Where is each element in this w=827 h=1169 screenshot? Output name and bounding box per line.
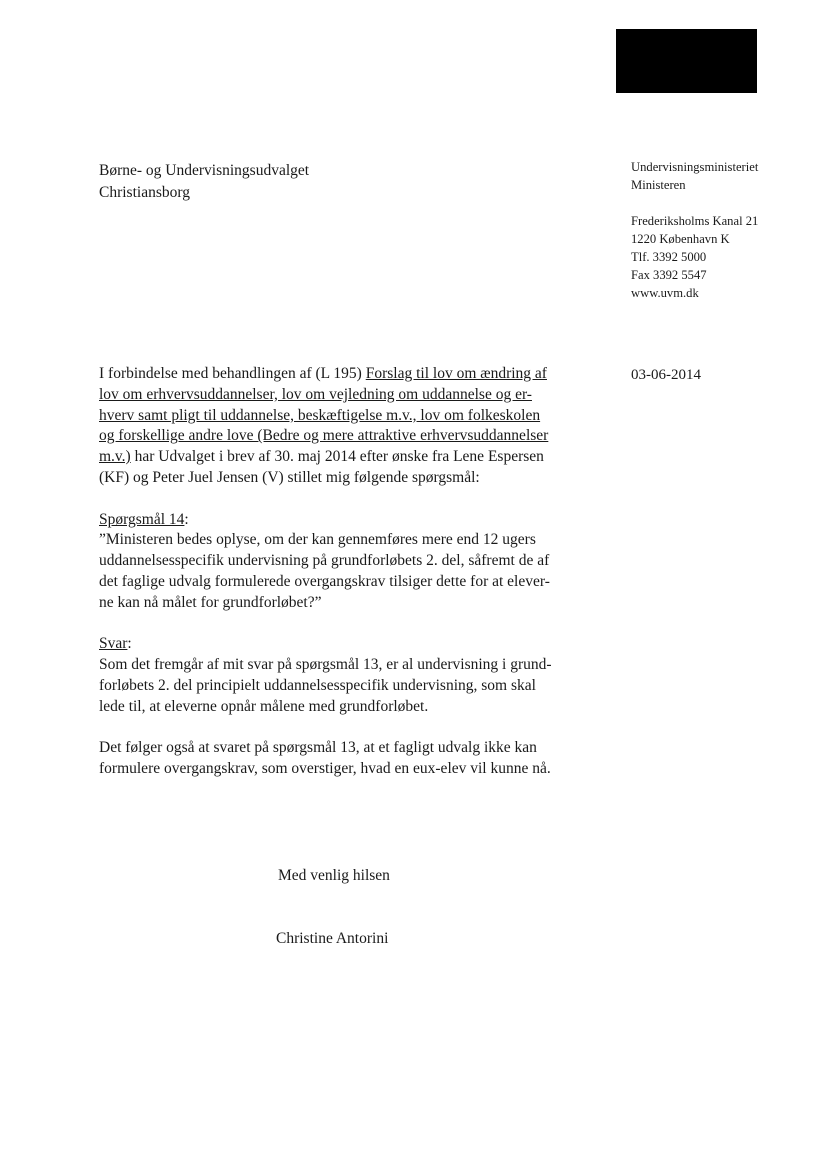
sender-address (631, 158, 758, 302)
intro-paragraph: I forbindelse med behandlingen af (L 195) Forslag til lov om ændring af lov om erhvervsuddannelser, lov om vejledning om uddannelse og er- hverv samt pligt til uddannelse, beskæftigelse m.v., lov om folkeskolen og forskellige andre love (Bedre og mere attraktive erhvervsuddannelser m.v.) har Udvalget i brev af 30. maj 2014 efter ønske fra Lene Espersen (KF) og Peter Juel Jensen (V) stillet mig følgende spørgsmål: (99, 365, 549, 486)
sender-org: Undervisningsministeriet (631, 160, 759, 174)
sender-title: Ministeren (631, 178, 686, 192)
signature-name: Christine Antorini (276, 930, 389, 947)
letter-body (99, 364, 574, 780)
recipient-name: Børne- og Undervisningsudvalget (99, 162, 310, 179)
closing-greeting: Med venlig hilsen (278, 867, 390, 884)
question-section: Spørgsmål 14: ”Ministeren bedes oplyse, om der kan gennemføres mere end 12 ugers uddannelsesspecifik undervisning på grundforløbets 2. del, såfremt de af det faglige udvalg formulerede overgangskrav tilsiger dette for at elever- ne kan nå målet for grundforløbet?” (99, 510, 550, 611)
redacted-logo-block (616, 29, 757, 93)
sender-street: Frederiksholms Kanal 21 (631, 214, 759, 228)
answer-heading: Svar (99, 635, 128, 653)
letter-date: 03-06-2014 (631, 367, 701, 383)
sender-phone: Tlf. 3392 5000 (631, 250, 707, 264)
sender-web: www.uvm.dk (631, 286, 699, 300)
recipient-address (99, 160, 309, 204)
answer-section: Svar: Som det fremgår af mit svar på spørgsmål 13, er al undervisning i grund- forløbets 2. del principielt uddannelsesspecifik undervisning, som skal lede til, at eleverne opnår målene med grundforløbet. Det følger også at svaret på spørgsmål 13, at et fagligt udvalg ikke kan formulere overgangskrav, som overstiger, hvad en eux-elev vil kunne nå. (99, 635, 552, 778)
bill-title-link: Forslag til lov om ændring af (365, 365, 547, 382)
sender-city: 1220 København K (631, 232, 730, 246)
recipient-location: Christiansborg (99, 184, 190, 201)
sender-fax: Fax 3392 5547 (631, 268, 707, 282)
question-heading: Spørgsmål 14 (99, 510, 185, 528)
